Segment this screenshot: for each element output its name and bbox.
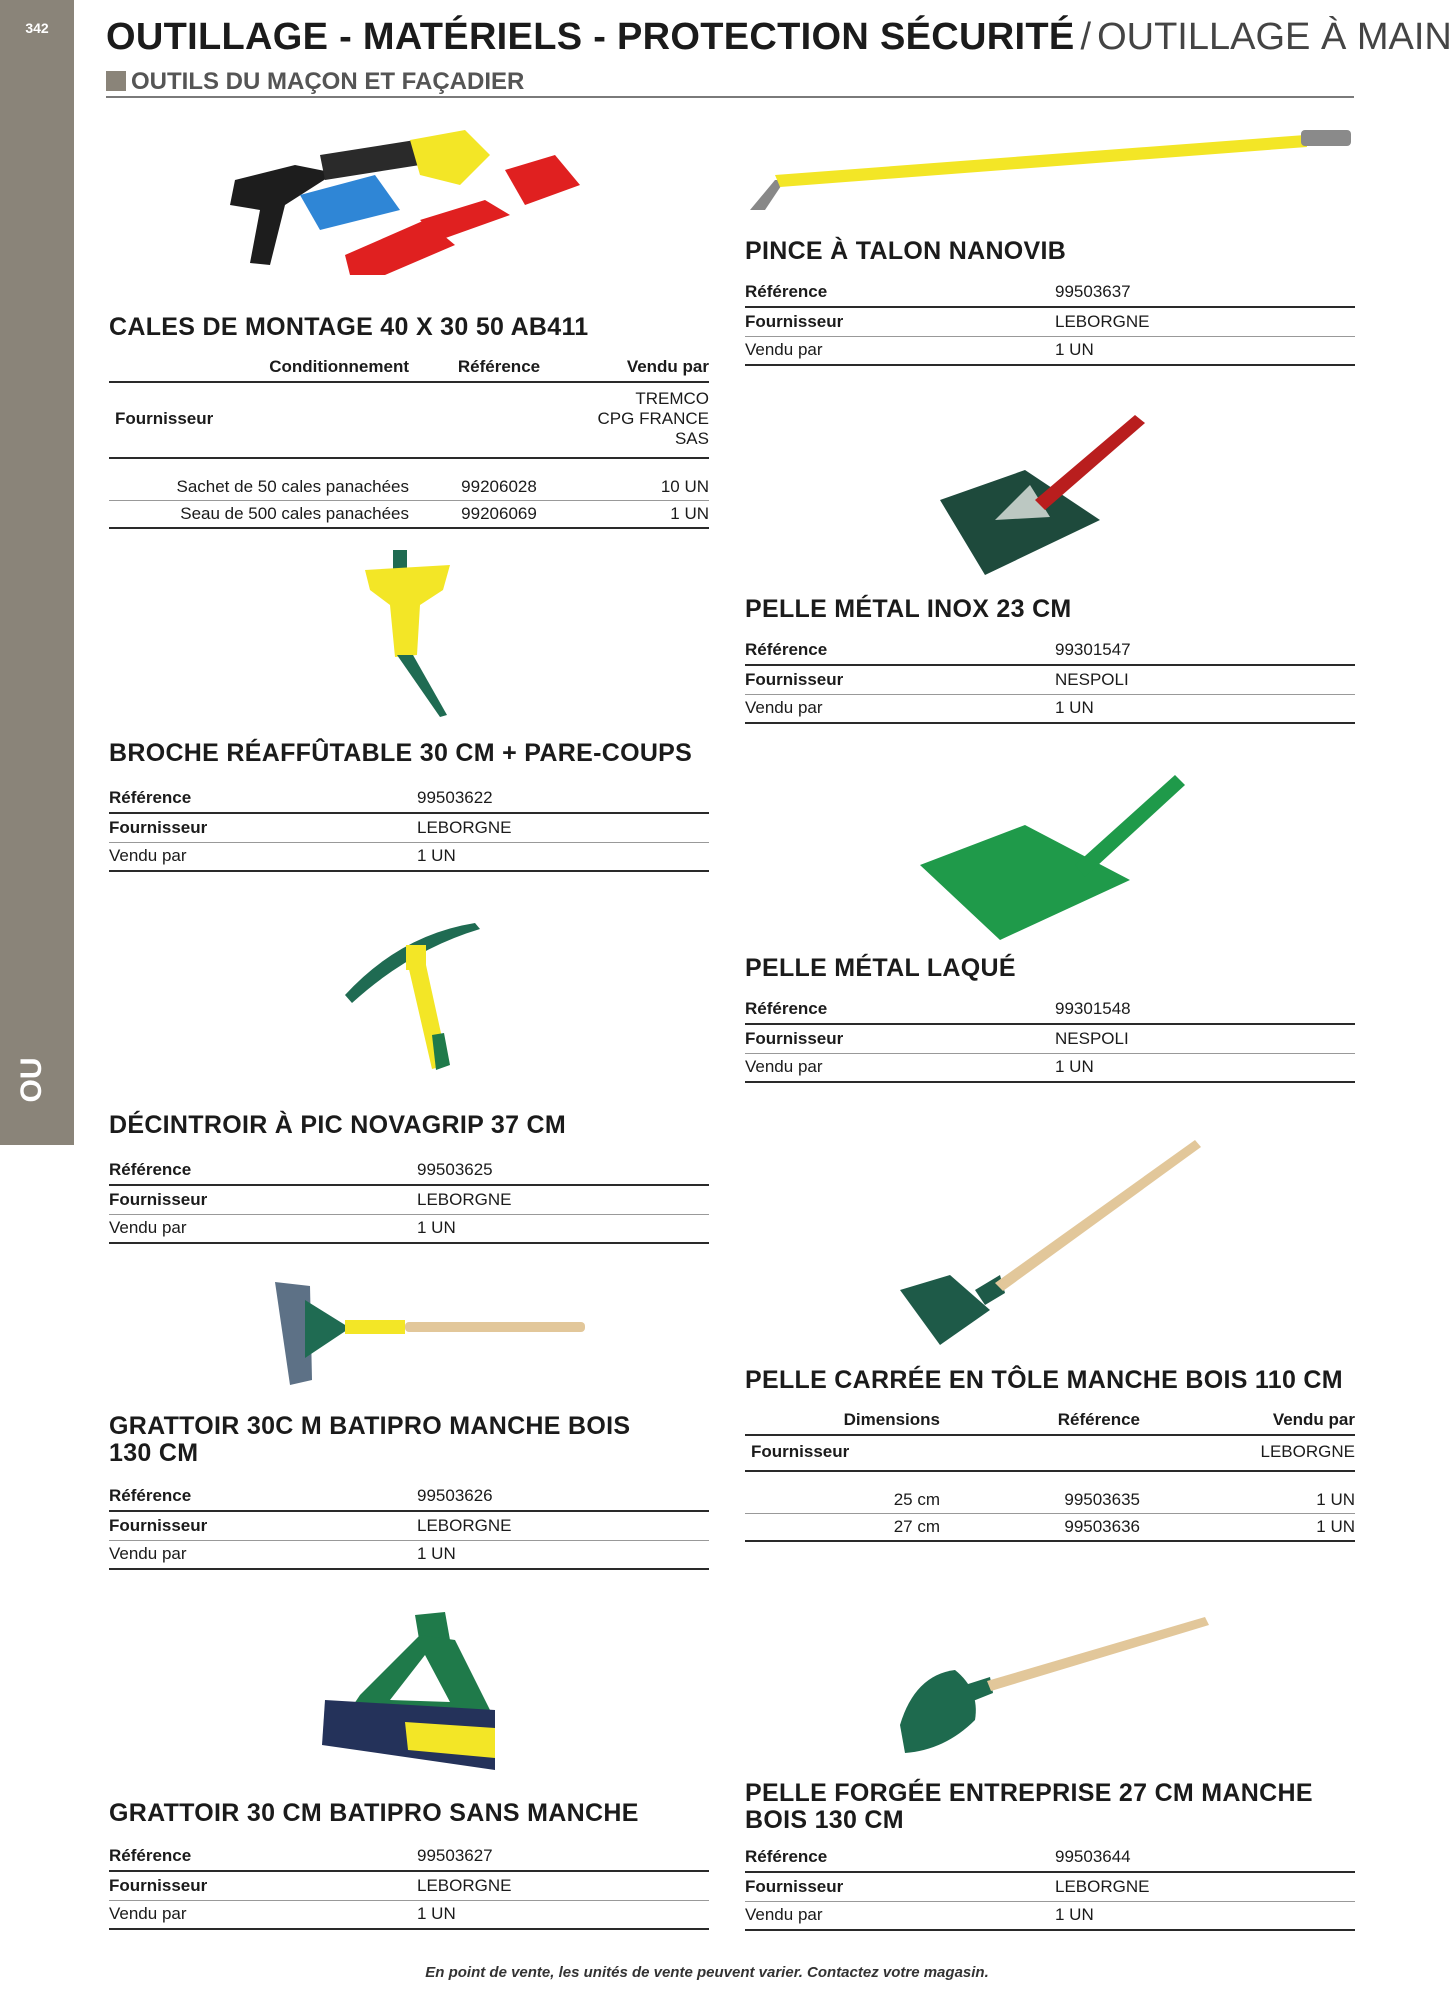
product-title: PINCE À TALON NANOVIB <box>745 237 1067 265</box>
product-title: GRATTOIR 30 CM BATIPRO SANS MANCHE <box>109 1799 639 1827</box>
supplier-label: Fournisseur <box>109 382 409 458</box>
spec-label: Référence <box>109 1486 192 1505</box>
spec-row-supplier <box>745 308 1355 337</box>
spec-label: Fournisseur <box>109 818 208 837</box>
column-header: Référence <box>1057 1410 1140 1429</box>
spec-value: 99301548 <box>1055 999 1131 1018</box>
product-pince <box>745 238 1355 366</box>
spec-list <box>745 1844 1355 1931</box>
spec-label: Vendu par <box>109 1544 187 1563</box>
supplier-value: TREMCO CPG FRANCE SAS <box>589 382 709 458</box>
cell-sold-by: 1 UN <box>670 504 709 523</box>
subheading-label: OUTILS DU MAÇON ET FAÇADIER <box>131 68 530 95</box>
spec-row-sold-by <box>745 337 1355 366</box>
cell-reference: 99503636 <box>1064 1517 1140 1536</box>
spec-row-reference <box>745 279 1355 308</box>
spec-row-sold-by <box>745 695 1355 724</box>
spec-list <box>109 785 709 872</box>
spec-label: Fournisseur <box>745 670 844 689</box>
product-decintroir <box>109 1112 709 1244</box>
cell-sold-by: 1 UN <box>1316 1517 1355 1536</box>
spec-value: LEBORGNE <box>417 1876 512 1895</box>
table-header-row <box>109 353 709 382</box>
cell-sold-by: 1 UN <box>1316 1490 1355 1509</box>
spec-label: Référence <box>745 282 828 301</box>
product-grattoir-sans <box>109 1800 709 1930</box>
product-pelle-laque <box>745 955 1355 1083</box>
cell-sold-by: 10 UN <box>660 477 709 496</box>
spec-value: NESPOLI <box>1055 1029 1129 1048</box>
spec-row-sold-by <box>745 1902 1355 1931</box>
supplier-label: Fournisseur <box>745 1435 940 1471</box>
stainless-shovel-image <box>935 405 1170 575</box>
subheading-square-icon <box>106 71 126 91</box>
spec-row-sold-by <box>109 1541 709 1570</box>
spec-label: Référence <box>109 1160 192 1179</box>
spec-value: LEBORGNE <box>417 1516 512 1535</box>
product-title: BROCHE RÉAFFÛTABLE 30 CM + PARE-COUPS <box>109 739 693 767</box>
product-cales <box>109 314 709 529</box>
spec-list <box>109 1157 709 1244</box>
column-header: Référence <box>457 357 541 376</box>
column-header: Vendu par <box>1272 1410 1355 1429</box>
spec-row-sold-by <box>109 1901 709 1930</box>
spec-row-reference <box>109 1843 709 1872</box>
spec-row-supplier <box>745 666 1355 695</box>
spec-value: LEBORGNE <box>1055 1877 1150 1896</box>
product-title: PELLE FORGÉE ENTREPRISE 27 CM MANCHE BOIS 130 CM <box>745 1779 1313 1834</box>
spec-value: 99503644 <box>1055 1847 1131 1866</box>
square-shovel-image <box>895 1135 1205 1350</box>
spec-value: 99301547 <box>1055 640 1131 659</box>
spec-label: Vendu par <box>109 846 187 865</box>
product-grattoir-manche <box>109 1413 709 1570</box>
spec-value: 99503626 <box>417 1486 493 1505</box>
pickaxe-image <box>340 915 500 1085</box>
product-title: PELLE CARRÉE EN TÔLE MANCHE BOIS 110 CM <box>745 1366 1343 1394</box>
product-title: GRATTOIR 30C M BATIPRO MANCHE BOIS 130 CM <box>109 1412 631 1467</box>
product-title: CALES DE MONTAGE 40 X 30 50 AB411 <box>109 313 589 341</box>
supplier-row <box>109 382 709 458</box>
spec-label: Vendu par <box>109 1904 187 1923</box>
spec-label: Vendu par <box>745 698 823 717</box>
page-title-separator: / <box>1080 16 1092 58</box>
scraper-handle-image <box>270 1280 590 1390</box>
spec-row-supplier <box>109 1872 709 1901</box>
spec-label: Référence <box>745 640 828 659</box>
spec-label: Fournisseur <box>745 312 844 331</box>
spec-value: LEBORGNE <box>417 818 512 837</box>
footer-note: En point de vente, les unités de vente peuvent varier. Contactez votre magasin. <box>425 1964 989 1981</box>
spec-label: Vendu par <box>745 1905 823 1924</box>
spec-list <box>745 996 1355 1083</box>
spec-label: Référence <box>745 999 828 1018</box>
spec-value: 99503625 <box>417 1160 493 1179</box>
spec-value: 99503637 <box>1055 282 1131 301</box>
product-broche <box>109 740 709 872</box>
cell-dimension: 25 cm <box>893 1490 940 1509</box>
product-title: PELLE MÉTAL INOX 23 CM <box>745 595 1072 623</box>
cell-reference: 99206028 <box>461 477 537 496</box>
spec-row-sold-by <box>109 843 709 872</box>
product-pelle-forgee <box>745 1780 1355 1931</box>
spec-value: LEBORGNE <box>1055 312 1150 331</box>
spec-row-supplier <box>745 1025 1355 1054</box>
table-row <box>109 474 709 501</box>
spec-row-reference <box>745 1844 1355 1873</box>
spec-list <box>745 279 1355 366</box>
supplier-row <box>745 1435 1355 1471</box>
spec-value: 99503622 <box>417 788 493 807</box>
spec-value: NESPOLI <box>1055 670 1129 689</box>
column-header: Vendu par <box>626 357 709 376</box>
spec-label: Vendu par <box>109 1218 187 1237</box>
spec-value: LEBORGNE <box>417 1190 512 1209</box>
spec-row-reference <box>745 996 1355 1025</box>
spec-label: Fournisseur <box>745 1877 844 1896</box>
spec-value: 1 UN <box>417 1544 456 1563</box>
column-header: Dimensions <box>843 1410 940 1429</box>
spec-label: Référence <box>109 788 192 807</box>
cell-reference: 99206069 <box>461 504 537 523</box>
spec-value: 1 UN <box>417 846 456 865</box>
product-title: DÉCINTROIR À PIC NOVAGRIP 37 CM <box>109 1111 567 1139</box>
product-pelle-inox <box>745 596 1355 724</box>
spec-value: 1 UN <box>1055 340 1094 359</box>
spec-list <box>109 1483 709 1570</box>
crowbar-image <box>745 125 1355 215</box>
table-row <box>745 1487 1355 1514</box>
lacquered-shovel-image <box>915 765 1190 945</box>
page-title-sub: OUTILLAGE À MAIN <box>1097 16 1452 58</box>
supplier-value: LEBORGNE <box>1140 1435 1355 1471</box>
spec-list <box>109 1843 709 1930</box>
scraper-head-image <box>320 1610 505 1780</box>
column-header: Conditionnement <box>269 357 409 376</box>
wedges-image <box>225 125 605 280</box>
spec-row-reference <box>109 785 709 814</box>
side-tab <box>0 0 74 1145</box>
table-row <box>109 501 709 529</box>
spec-row-sold-by <box>109 1215 709 1244</box>
product-title: PELLE MÉTAL LAQUÉ <box>745 954 1016 982</box>
cell-dimension: 27 cm <box>893 1517 940 1536</box>
page-number: 342 <box>25 20 49 36</box>
spec-value: 1 UN <box>417 1904 456 1923</box>
spec-row-supplier <box>109 1512 709 1541</box>
spec-label: Fournisseur <box>745 1029 844 1048</box>
chisel-image <box>355 545 465 720</box>
spec-label: Référence <box>109 1846 192 1865</box>
table-header-row <box>745 1406 1355 1435</box>
spec-label: Vendu par <box>745 340 823 359</box>
product-table <box>745 1406 1355 1542</box>
page-title <box>106 16 1452 59</box>
spec-row-reference <box>109 1483 709 1512</box>
spec-label: Fournisseur <box>109 1876 208 1895</box>
spec-value: 1 UN <box>1055 1905 1094 1924</box>
spec-row-supplier <box>109 1186 709 1215</box>
cell-reference: 99503635 <box>1064 1490 1140 1509</box>
spec-row-reference <box>745 637 1355 666</box>
spec-value: 1 UN <box>1055 1057 1094 1076</box>
product-table <box>109 353 709 529</box>
spec-row-sold-by <box>745 1054 1355 1083</box>
spec-row-supplier <box>745 1873 1355 1902</box>
spec-label: Fournisseur <box>109 1516 208 1535</box>
spec-label: Référence <box>745 1847 828 1866</box>
cell-pack: Seau de 500 cales panachées <box>180 504 409 523</box>
spec-list <box>745 637 1355 724</box>
product-pelle-carree <box>745 1367 1355 1542</box>
spec-value: 1 UN <box>1055 698 1094 717</box>
section-subheading <box>106 68 1354 98</box>
section-code: OU <box>15 1057 48 1103</box>
cell-pack: Sachet de 50 cales panachées <box>176 477 409 496</box>
forged-shovel-image <box>895 1615 1215 1755</box>
spec-label: Vendu par <box>745 1057 823 1076</box>
spec-row-supplier <box>109 814 709 843</box>
spec-value: 99503627 <box>417 1846 493 1865</box>
spec-label: Fournisseur <box>109 1190 208 1209</box>
spec-value: 1 UN <box>417 1218 456 1237</box>
spec-row-reference <box>109 1157 709 1186</box>
page-title-main: OUTILLAGE - MATÉRIELS - PROTECTION SÉCURITÉ <box>106 16 1075 58</box>
table-row <box>745 1514 1355 1542</box>
